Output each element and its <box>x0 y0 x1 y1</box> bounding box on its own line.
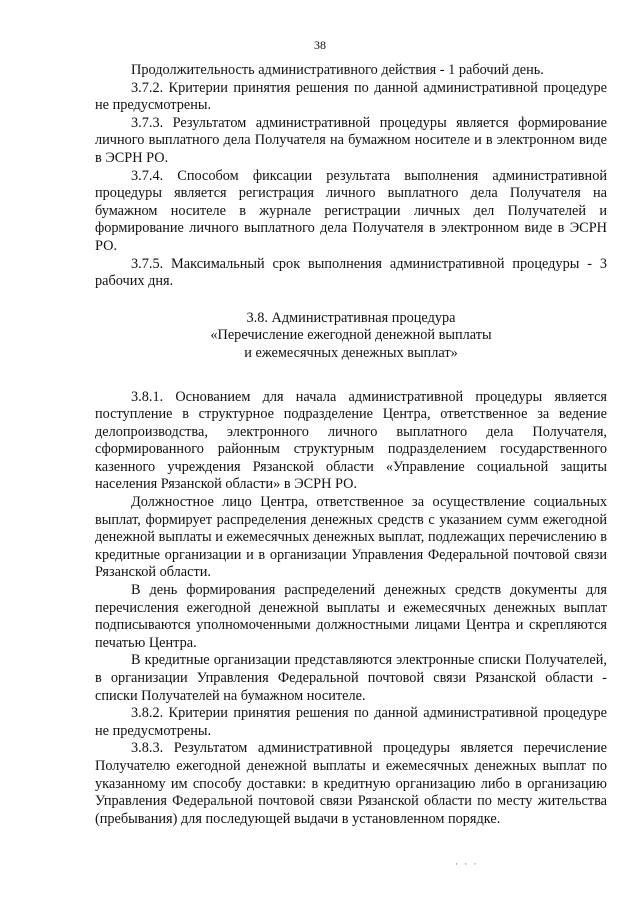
section-heading-line: «Перечисление ежегодной денежной выплаты <box>210 327 492 344</box>
paragraph-signing: В день формирования распределений денежных средств документы для перечисления ежегодной денежной выплаты и ежемесячных денежных выплат подписываются уполномоченными должностными лицами Центра и скрепляются печатью Центра. <box>95 582 607 651</box>
paragraph-3-7-4: 3.7.4. Способом фиксации результата выполнения административной процедуры является регистрация личного выплатного дела Получателя на бумажном носителе в журнале регистрации личных дел Получателей и формирование личного выплатного дела Получателя в электронном виде в ЭСРН РО. <box>95 167 607 254</box>
paragraph-3-8-2: 3.8.2. Критерии принятия решения по данной административной процедуре не предусмотрены. <box>95 705 607 739</box>
paragraph-3-8-3: 3.8.3. Результатом административной процедуры является перечисление Получателю ежегодной денежной выплаты и ежемесячных денежных выплат по указанному им способу доставки: в кредитную организацию либо в организацию Управления Федеральной почтовой связи Рязанской области по месту жительства (пребывания) для последующей выдачи в установленном порядке. <box>95 740 607 827</box>
page-number: 38 <box>314 38 326 52</box>
section-heading-line: 3.8. Административная процедура <box>246 309 456 326</box>
paragraph-credit-lists: В кредитные организации представляются электронные списки Получателей, в организации Управления Федеральной почтовой связи Рязанской области - списки Получателей на бумажном носителе. <box>95 652 607 704</box>
paragraph-3-7-1-duration: Продолжительность административного действия - 1 рабочий день. <box>131 62 544 78</box>
paragraph-3-8-1: 3.8.1. Основанием для начала административной процедуры является поступление в структурное подразделение Центра, ответственное за ведение делопроизводства, электронного личного выплатного дела Получателя, сформированного районным структурным подразделением государственного казенного учреждения Рязанской области «Управление социальной защиты населения Рязанской области» в ЭСРН РО. <box>95 388 607 493</box>
paragraph-3-7-5: 3.7.5. Максимальный срок выполнения административной процедуры - 3 рабочих дня. <box>95 255 607 290</box>
scan-artifact-marks: · · · <box>455 859 479 869</box>
paragraph-3-7-2: 3.7.2. Критерии принятия решения по данной административной процедуре не предусмотрены. <box>95 79 607 114</box>
document-body <box>95 62 607 828</box>
paragraph-3-7-3: 3.7.3. Результатом административной процедуры является формирование личного выплатного дела Получателя на бумажном носителе и в электронном виде в ЭСРН РО. <box>95 114 607 166</box>
paragraph-official-responsibility: Должностное лицо Центра, ответственное за осуществление социальных выплат, формирует распределения денежных средств с указанием сумм ежегодной денежной выплаты и ежемесячных денежных выплат, подлежащих перечислению в кредитные организации и в организации Управления Федеральной почтовой связи Рязанской области. <box>95 494 607 581</box>
section-heading-line: и ежемесячных денежных выплат» <box>244 344 458 361</box>
section-heading-3-8 <box>95 310 607 363</box>
